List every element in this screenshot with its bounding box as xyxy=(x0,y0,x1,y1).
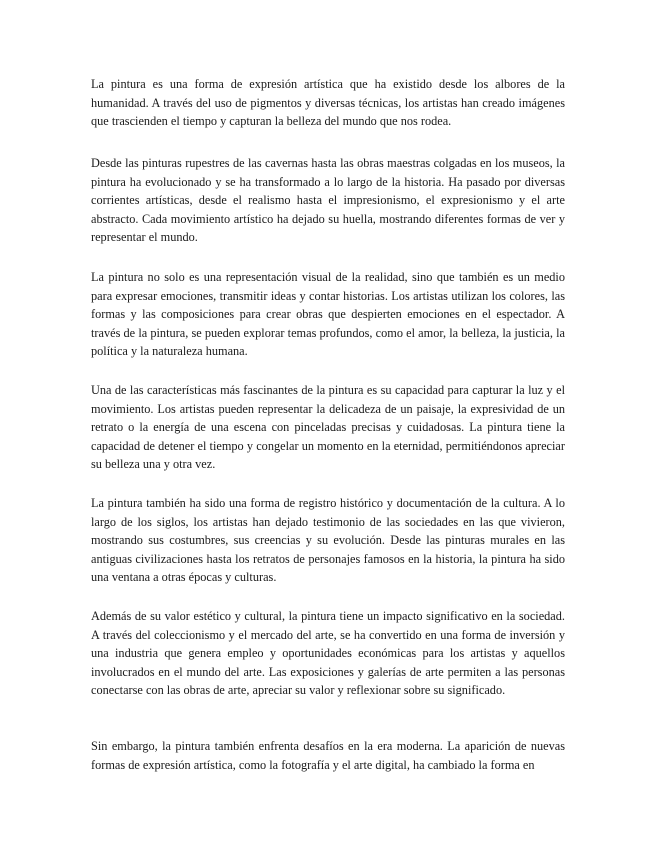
paragraph-3: La pintura no solo es una representación visual de la realidad, sino que también es un medio para expresar emociones, transmitir ideas y contar historias. Los artistas utilizan los colores, las formas y las composiciones para crear obras que despierten emociones en el espectador. A través de la pintura, se pueden explorar temas profundos, como el amor, la belleza, la justicia, la política y la naturaleza humana. xyxy=(91,270,565,359)
paragraph-7: Sin embargo, la pintura también enfrenta desafíos en la era moderna. La aparición de nuevas formas de expresión artística, como la fotografía y el arte digital, ha cambiado la forma en xyxy=(91,739,565,772)
paragraph-1: La pintura es una forma de expresión artística que ha existido desde los albores de la humanidad. A través del uso de pigmentos y diversas técnicas, los artistas han creado imágenes que trascienden el tiempo y capturan la belleza del mundo que nos rodea. xyxy=(91,77,565,129)
paragraph-2: Desde las pinturas rupestres de las cavernas hasta las obras maestras colgadas en los museos, la pintura ha evolucionado y se ha transformado a lo largo de la historia. Ha pasado por diversas corrientes artísticas, desde el realismo hasta el impresionismo, el expresionismo y el arte abstracto. Cada movimiento artístico ha dejado su huella, mostrando diferentes formas de ver y representar el mundo. xyxy=(91,156,565,245)
paragraph-4: Una de las características más fascinantes de la pintura es su capacidad para capturar la luz y el movimiento. Los artistas pueden representar la delicadeza de un paisaje, la expresividad de un retrato o la energía de una escena con pinceladas precisas y cuidadosas. La pintura tiene la capacidad de detener el tiempo y congelar un momento en la eternidad, permitiéndonos apreciar su belleza una y otra vez. xyxy=(91,383,565,472)
paragraph-5: La pintura también ha sido una forma de registro histórico y documentación de la cultura. A lo largo de los siglos, los artistas han dejado testimonio de las sociedades en las que vivieron, mostrando sus costumbres, sus creencias y su evolución. Desde las pinturas murales en las antiguas civilizaciones hasta los retratos de personajes famosos en la historia, la pintura ha sido una ventana a otras épocas y culturas. xyxy=(91,496,565,585)
paragraph-6: Además de su valor estético y cultural, la pintura tiene un impacto significativo en la sociedad. A través del coleccionismo y el mercado del arte, se ha convertido en una forma de inversión y una industria que genera empleo y oportunidades económicas para los artistas y aquellos involucrados en el mundo del arte. Las exposiciones y galerías de arte permiten a las personas conectarse con las obras de arte, apreciar su valor y reflexionar sobre su significado. xyxy=(91,609,565,698)
